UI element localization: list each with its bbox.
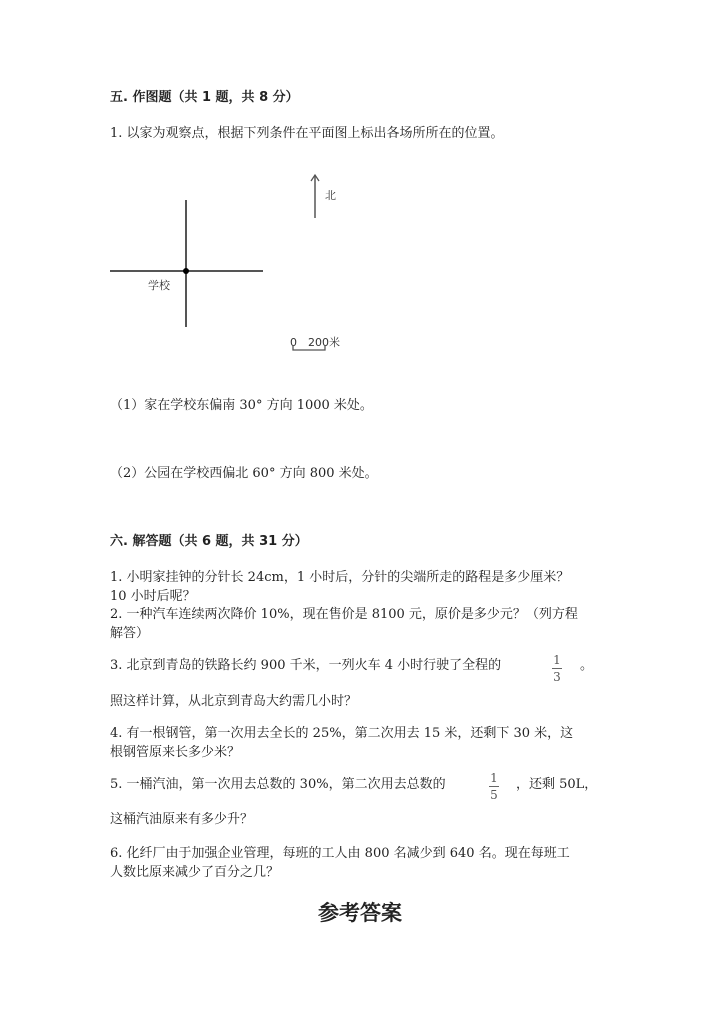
- question-1: 1. 以家为观察点，根据下列条件在平面图上标出各场所所在的位置。: [110, 126, 504, 141]
- q6-line1: 6. 化纤厂由于加强企业管理，每班的工人由 800 名减少到 640 名。现在每班工: [110, 846, 570, 861]
- school-label: 学校: [148, 279, 170, 292]
- q3-frac-den: 3: [553, 670, 561, 684]
- q6-line2: 人数比原来减少了百分之几？: [110, 865, 280, 880]
- north-label: 北: [325, 189, 336, 202]
- q3-line1: 3. 北京到青岛的铁路长约 900 千米，一列火车 4 小时行驶了全程的: [110, 658, 502, 673]
- condition-1: （1）家在学校东偏南 30° 方向 1000 米处。: [110, 398, 373, 413]
- section5-heading: 五. 作图题（共 1 题，共 8 分）: [110, 90, 299, 105]
- q2-line2: 解答）: [110, 626, 150, 641]
- q3-frac-num: 1: [553, 653, 561, 667]
- scale-label: 200米: [308, 336, 340, 349]
- answers-title: 参考答案: [318, 900, 402, 925]
- q5-frac-num: 1: [490, 771, 498, 785]
- section6-heading: 六. 解答题（共 6 题，共 31 分）: [110, 534, 308, 549]
- q1-line2: 10 小时后呢？: [110, 589, 196, 604]
- q5-end: ，还剩 50L，: [516, 777, 598, 792]
- q5-line1: 5. 一桶汽油，第一次用去总数的 30%，第二次用去总数的: [110, 777, 446, 792]
- condition-2: （2）公园在学校西偏北 60° 方向 800 米处。: [110, 466, 378, 481]
- q3-end: 。: [580, 658, 594, 673]
- q3-line2: 照这样计算，从北京到青岛大约需几小时？: [110, 694, 358, 709]
- q4-line2: 根钢管原来长多少米？: [110, 745, 241, 760]
- q5-fraction: [489, 771, 499, 802]
- scale-bar: [292, 344, 328, 352]
- q4-line1: 4. 有一根钢管，第一次用去全长的 25%，第二次用去 15 米，还剩下 30 米，这: [110, 726, 574, 741]
- q1-line1: 1. 小明家挂钟的分针长 24cm，1 小时后，分针的尖端所走的路程是多少厘米？: [110, 570, 570, 585]
- north-arrow-icon: [308, 172, 322, 220]
- ns-axis: [185, 200, 187, 327]
- q5-frac-den: 5: [490, 788, 498, 802]
- q3-fraction: [552, 653, 562, 684]
- scale-zero: 0: [290, 336, 297, 349]
- q5-line2: 这桶汽油原来有多少升？: [110, 812, 254, 827]
- school-dot: [183, 268, 189, 274]
- q2-line1: 2. 一种汽车连续两次降价 10%，现在售价是 8100 元，原价是多少元？（列方程: [110, 607, 578, 622]
